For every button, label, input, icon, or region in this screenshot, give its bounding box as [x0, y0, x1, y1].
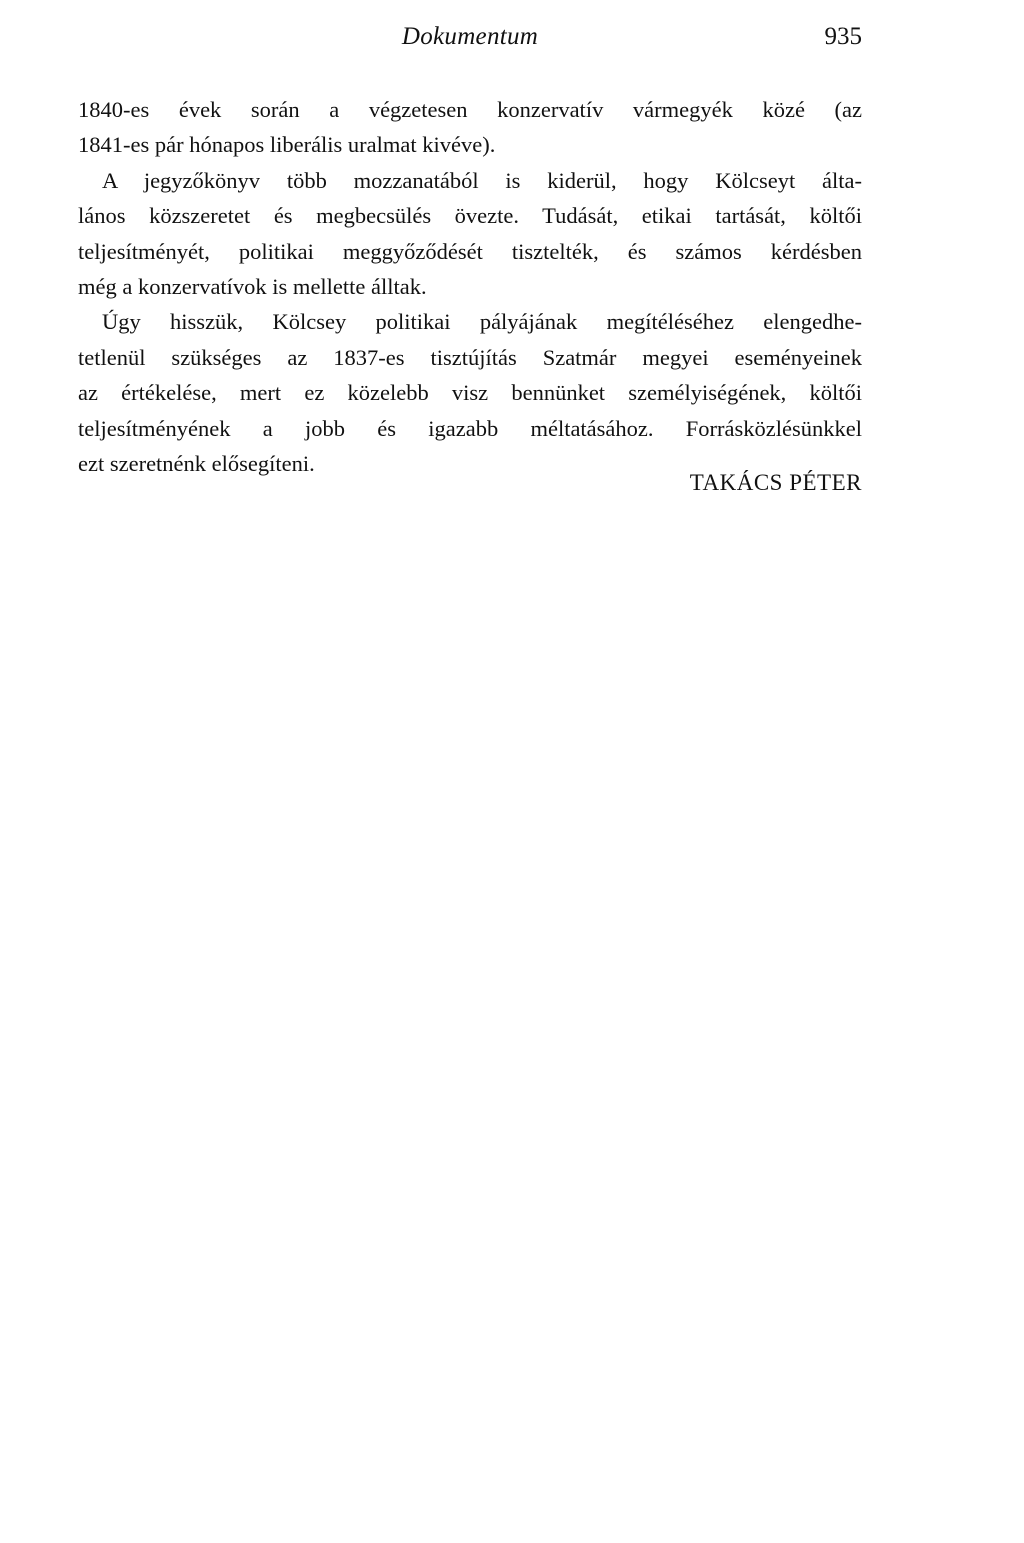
page-number: 935 — [824, 23, 862, 50]
text-line: lános közszeretet és megbecsülés övezte. Tudását, etikai tartását, költői — [78, 203, 862, 229]
text-line: A jegyzőkönyv több mozzanatából is kiderül, hogy Kölcseyt álta- — [102, 167, 862, 193]
text-line: 1840-es évek során a végzetesen konzervatív vármegyék közé (az — [78, 97, 862, 122]
text-line: 1841-es pár hónapos liberális uralmat kivéve). — [78, 132, 496, 158]
text-line: Úgy hisszük, Kölcsey politikai pályájának megítéléséhez elengedhe- — [102, 309, 862, 335]
running-header — [78, 20, 862, 54]
text-line: tetlenül szükséges az 1837-es tisztújítás Szatmár megyei eseményeinek — [78, 344, 862, 370]
body-text — [78, 92, 862, 481]
text-line: még a konzervatívok is mellette álltak. — [78, 273, 427, 299]
running-title: Dokumentum — [401, 23, 539, 50]
text-line: az értékelése, mert ez közelebb visz bennünket személyiségének, költői — [78, 380, 862, 406]
author-signature: TAKÁCS PÉTER — [689, 470, 862, 495]
text-line: teljesítményét, politikai meggyőződését tisztelték, és számos kérdésben — [78, 238, 862, 264]
text-line: ezt szeretnénk elősegíteni. — [78, 450, 315, 476]
text-line: teljesítményének a jobb és igazabb méltatásához. Forrásközlésünkkel — [78, 415, 862, 441]
